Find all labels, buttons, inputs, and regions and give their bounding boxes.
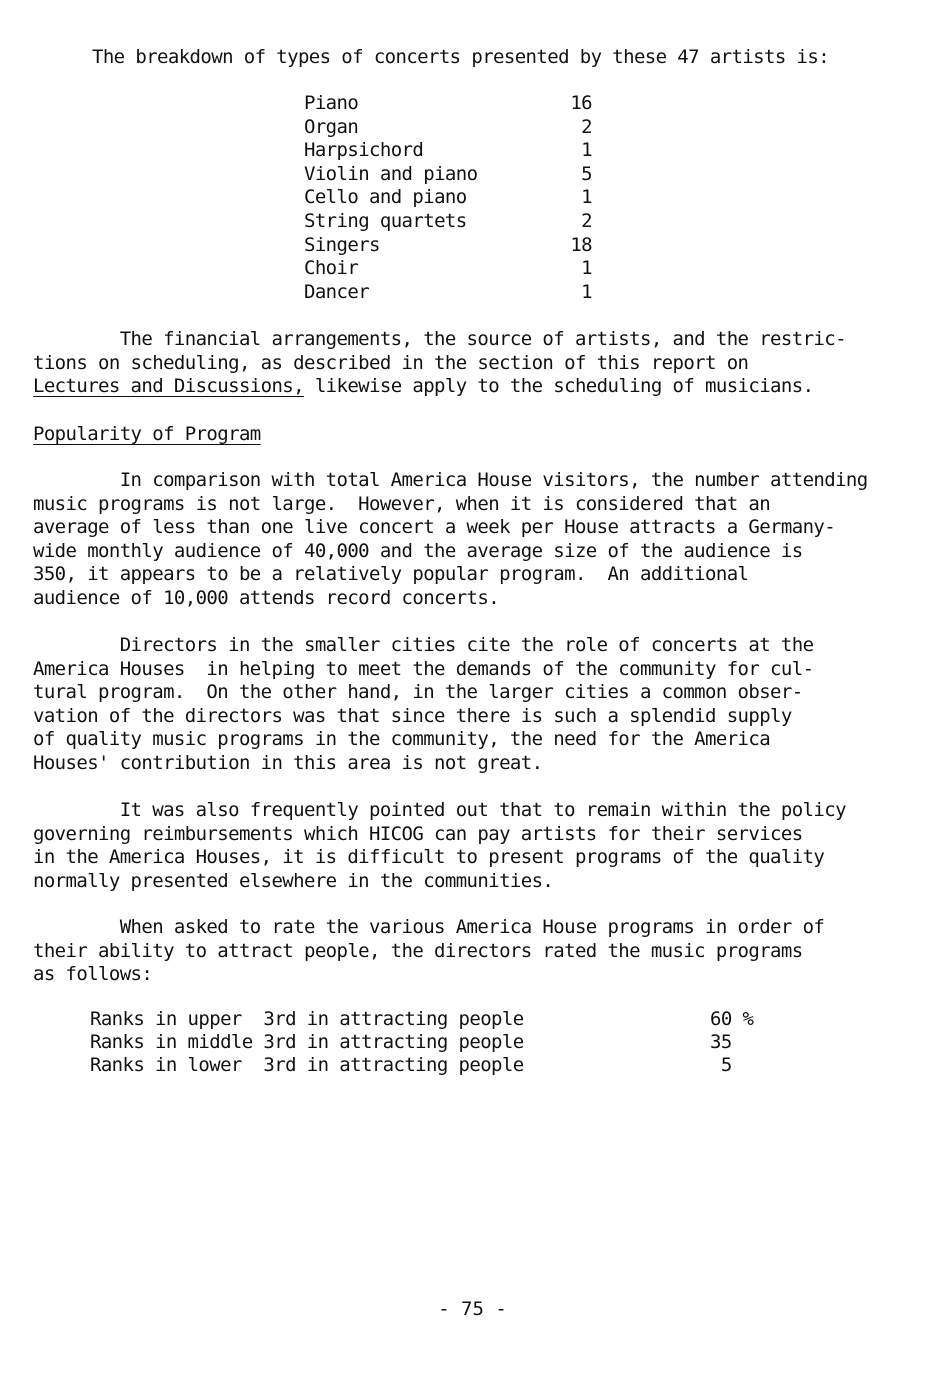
paragraph-line: audience of 10,000 attends record concerts. [33,586,500,609]
concert-type-count: 2 [581,209,592,232]
concert-type-label: Singers [304,233,380,256]
section-reference: Lectures and Discussions, [33,375,304,398]
intro-sentence: The breakdown of types of concerts presented by these 47 artists is: [92,46,830,68]
paragraph-line: In comparison with total America House visitors, the number attending [33,469,868,491]
paragraph-line: music programs is not large. However, when it is considered that an [33,492,771,515]
table-row [90,1054,766,1077]
concert-type-label: Piano [304,92,359,114]
section-heading: Popularity of Program [33,423,261,445]
comparison-paragraph [33,469,913,611]
concert-type-count: 1 [581,280,592,303]
table-row [304,139,592,163]
paragraph-line: their ability to attract people, the directors rated the music programs [33,939,803,962]
ranking-percent: 60 % [710,1008,754,1030]
concert-type-label: String quartets [304,209,467,232]
paragraph-line: as follows: [33,963,153,986]
table-row [304,257,592,281]
paragraph-line: Directors in the smaller cities cite the role of concerts at the [33,634,814,656]
policy-paragraph [33,799,913,893]
concert-type-count: 2 [581,115,592,138]
paragraph-line: wide monthly audience of 40,000 and the average size of the audience is [33,539,803,562]
table-row [304,163,592,187]
paragraph-line: America Houses in helping to meet the demands of the community for cul- [33,657,814,680]
table-row [304,210,592,234]
concert-type-label: Cello and piano [304,186,467,209]
paragraph-line: The financial arrangements, the source of artists, and the restric- [33,328,846,350]
financial-paragraph [33,328,913,399]
paragraph-line: in the America Houses, it is difficult to present programs of the quality [33,846,825,869]
paragraph-line: It was also frequently pointed out that to remain within the policy [33,799,846,821]
concert-type-count: 18 [570,233,592,256]
concert-type-label: Choir [304,257,359,280]
paragraph-line: tural program. On the other hand, in the larger cities a common obser- [33,681,803,704]
rankings-table [90,1008,766,1077]
concert-type-count: 1 [581,257,592,280]
paragraph-line: normally presented elsewhere in the communities. [33,869,554,892]
paragraph-line: governing reimbursements which HICOG can pay artists for their services [33,822,803,845]
table-row [90,1031,766,1054]
ranking-percent: 5 [710,1054,732,1076]
concert-type-label: Violin and piano [304,162,478,185]
concert-type-label: Organ [304,115,359,138]
ranking-percent: 35 [710,1031,732,1053]
paragraph-line: tions on scheduling, as described in the section of this report on [33,351,749,374]
concert-type-count: 1 [581,186,592,209]
page-number: - 75 - [438,1298,507,1320]
concert-type-count: 16 [570,92,592,114]
concert-type-label: Dancer [304,280,370,303]
paragraph-line [33,375,913,399]
table-row [304,92,592,116]
ranking-label: Ranks in upper 3rd in attracting people [90,1008,524,1030]
table-row [90,1008,766,1031]
ranking-label: Ranks in lower 3rd in attracting people [90,1054,524,1076]
paragraph-line: vation of the directors was that since there is such a splendid supply [33,704,792,727]
concert-types-table [304,92,592,304]
directors-paragraph [33,634,913,776]
ranking-label: Ranks in middle 3rd in attracting people [90,1031,524,1053]
concert-type-count: 5 [581,162,592,185]
paragraph-line: 350, it appears to be a relatively popular program. An additional [33,563,749,586]
table-row [304,234,592,258]
rating-paragraph [33,916,913,987]
paragraph-line: Houses' contribution in this area is not great. [33,751,543,774]
paragraph-line: of quality music programs in the community, the need for the America [33,728,771,751]
table-row [304,281,592,305]
paragraph-line: average of less than one live concert a week per House attracts a Germany- [33,516,836,539]
concert-type-count: 1 [581,139,592,162]
paragraph-line: When asked to rate the various America House programs in order of [33,916,825,938]
table-row [304,116,592,140]
paragraph-line-rest: likewise apply to the scheduling of musicians. [303,375,814,398]
table-row [304,186,592,210]
concert-type-label: Harpsichord [304,139,424,162]
